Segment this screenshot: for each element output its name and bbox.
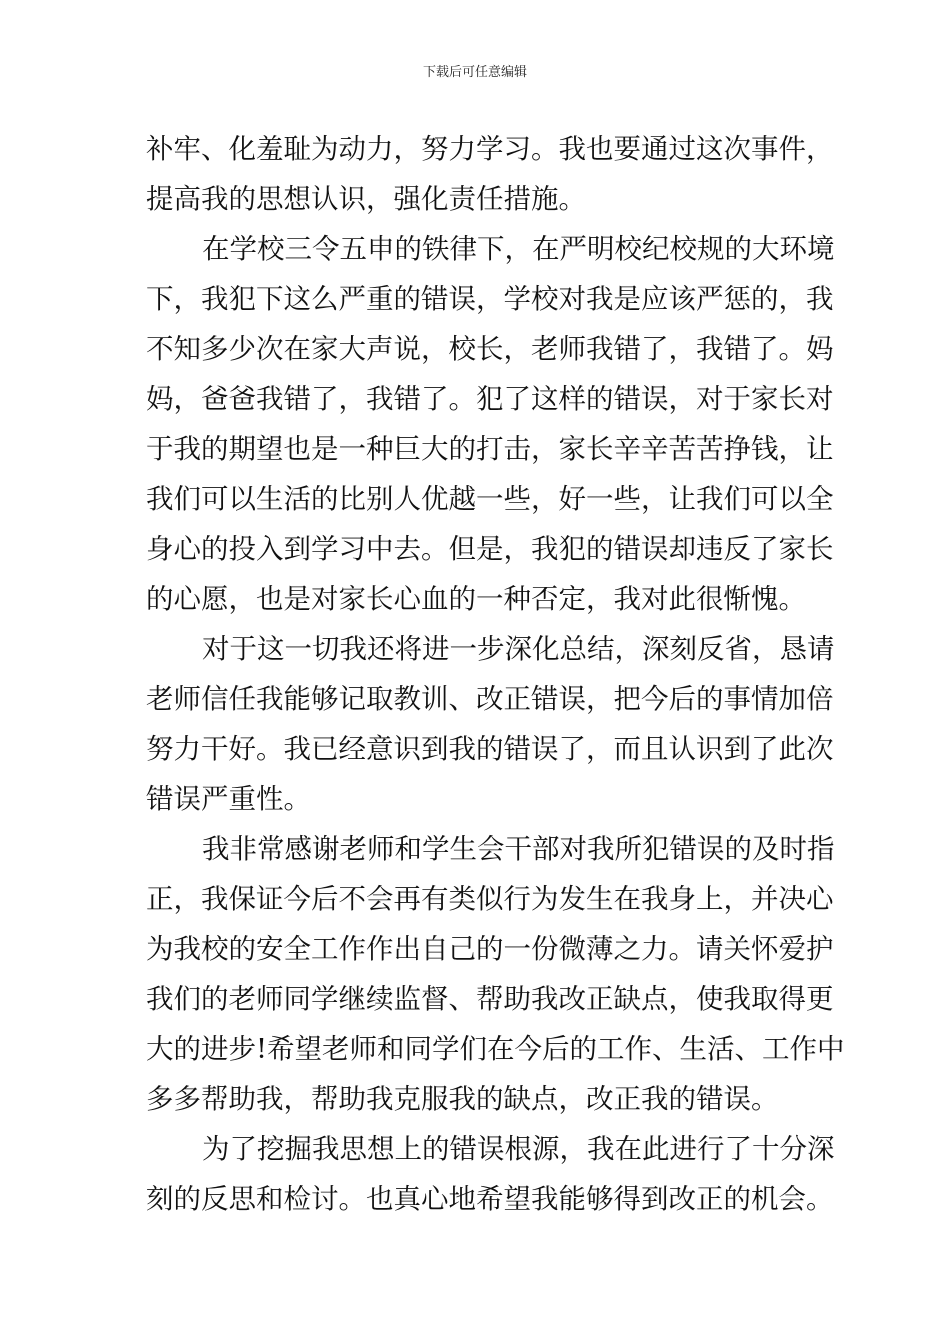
text-line: 我们的老师同学继续监督、帮助我改正缺点，使我取得更 <box>146 983 834 1015</box>
text-line: 在学校三令五申的铁律下，在严明校纪校规的大环境 <box>202 233 835 265</box>
text-line: 我非常感谢老师和学生会干部对我所犯错误的及时指 <box>202 833 835 865</box>
text-line: 大的进步!希望老师和同学们在今后的工作、生活、工作中 <box>146 1033 845 1065</box>
text-line: 补牢、化羞耻为动力，努力学习。我也要通过这次事件， <box>146 133 834 165</box>
text-line: 的心愿，也是对家长心血的一种否定，我对此很惭愧。 <box>146 583 806 615</box>
text-line: 刻的反思和检讨。也真心地希望我能够得到改正的机会。 <box>146 1183 834 1215</box>
text-line: 妈，爸爸我错了，我错了。犯了这样的错误，对于家长对 <box>146 383 834 415</box>
text-line: 不知多少次在家大声说，校长，老师我错了，我错了。妈 <box>146 333 834 365</box>
page-header: 下载后可任意编辑 <box>422 65 527 80</box>
text-line: 于我的期望也是一种巨大的打击，家长辛辛苦苦挣钱，让 <box>146 433 834 465</box>
text-line: 我们可以生活的比别人优越一些，好一些，让我们可以全 <box>146 483 834 515</box>
text-line: 为我校的安全工作作出自己的一份微薄之力。请关怀爱护 <box>146 933 834 965</box>
text-line: 正，我保证今后不会再有类似行为发生在我身上，并决心 <box>146 883 834 915</box>
text-line: 老师信任我能够记取教训、改正错误，把今后的事情加倍 <box>146 683 834 715</box>
text-line: 多多帮助我，帮助我克服我的缺点，改正我的错误。 <box>146 1083 779 1115</box>
text-line: 提高我的思想认识，强化责任措施。 <box>146 183 586 215</box>
text-line: 努力干好。我已经意识到我的错误了，而且认识到了此次 <box>146 733 834 765</box>
text-line: 错误严重性。 <box>146 783 311 815</box>
text-line: 下，我犯下这么严重的错误，学校对我是应该严惩的，我 <box>146 283 834 315</box>
text-line: 身心的投入到学习中去。但是，我犯的错误却违反了家长 <box>146 533 834 565</box>
text-line: 为了挖掘我思想上的错误根源，我在此进行了十分深 <box>202 1133 835 1165</box>
text-line: 对于这一切我还将进一步深化总结，深刻反省，恳请 <box>202 633 835 665</box>
